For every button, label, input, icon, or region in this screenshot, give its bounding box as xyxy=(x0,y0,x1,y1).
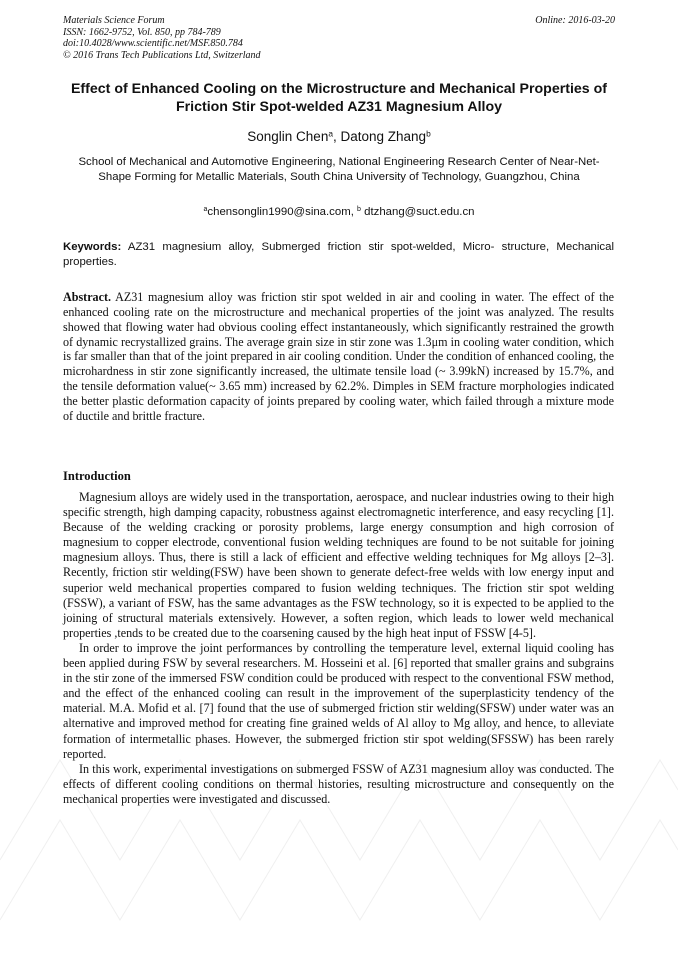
journal-doi: doi:10.4028/www.scientific.net/MSF.850.784 xyxy=(63,38,243,49)
email-address: chensonglin1990@sina.com, xyxy=(207,206,358,218)
email-mark: a xyxy=(203,206,208,214)
abstract-label: Abstract. xyxy=(63,290,112,304)
author-affil-mark: b xyxy=(426,128,431,139)
affiliation: School of Mechanical and Automotive Engineering, National Engineering Research Center of Near-Net-Shape Forming for Metallic Materials, South China University of Technology, Guangzhou, China xyxy=(78,156,600,183)
journal-issn: ISSN: 1662-9752, Vol. 850, pp 784-789 xyxy=(63,26,221,38)
paper-title: Effect of Enhanced Cooling on the Microstructure and Mechanical Properties of Friction Stir Spot-welded AZ31 Magnesium Alloy xyxy=(70,81,608,115)
paragraph: In this work, experimental investigations on submerged FSSW of AZ31 magnesium alloy was conducted. The effects of different cooling conditions on thermal histories, resulting microstructure and consequently on the mechanical properties were investigated and discussed. xyxy=(63,761,614,806)
abstract xyxy=(63,290,614,424)
author-affil-mark: a xyxy=(328,128,333,139)
journal-copyright: © 2016 Trans Tech Publications Ltd, Switzerland xyxy=(63,49,261,61)
author-separator: , xyxy=(332,129,341,144)
online-date: Online: 2016-03-20 xyxy=(535,15,615,26)
paragraph: In order to improve the joint performances by controlling the temperature level, external liquid cooling has been applied during FSW by several researchers. M. Hosseini et al. [6] reported that smaller grains and subgrains in the stir zone of the immersed FSW condition could be produced with respect to the conventional FSW method, and the effect of the enhanced cooling can result in the improvement of the superplasticity tendency of the material. M.A. Mofid et al. [7] found that the use of submerged friction stir welding(SFSW) under water was an alternative and improved method for creating fine grained welds of Al alloy to Mg alloy, and hence, to alleviate formation of intermetallic phases. However, the submerged friction stir spot welding(SFSSW) has been rarely reported. xyxy=(63,640,614,761)
author-name: Datong Zhang xyxy=(340,129,427,144)
keywords xyxy=(63,240,614,270)
paragraph: Magnesium alloys are widely used in the transportation, aerospace, and nuclear industries owing to their high specific strength, high damping capacity, robustness against electromagnetic interference, and easy recycling [1]. Because of the welding cracking or porosity problems, large energy consumption and high corrosion of magnesium to copper electrode, conventional fusion welding techniques are found to be not suitable for joining magnesium alloys. Thus, there is still a lack of efficient and effective welding techniques for Mg alloys [2–3]. Recently, friction stir welding(FSW) have been shown to generate defect-free welds with low energy input and superior weld mechanical properties compared to fusion welding techniques. The friction stir spot welding (FSSW), a variant of FSW, has the same advantages as the FSW technology, so it is expected to be applied to the joining of structural materials extensively. However, a soften region, which leads to lower weld mechanical properties ,tends to be created due to the coarsening caused by the high heat input of FSSW [4-5]. xyxy=(63,490,614,640)
abstract-text: AZ31 magnesium alloy was friction stir spot welded in air and cooling in water. The effect of the enhanced cooling rate on the microstructure and mechanical properties of the joint was analyzed. The results showed that flowing water had obvious cooling effect instantaneously, which significantly restrained the growth of dynamic recrystallized grains. The average grain size in stir zone was 1.3μm in cooling water condition, which is far smaller than that of the joint prepared in air cooling condition. Under the condition of enhanced cooling, the microhardness in stir zone significantly increased, the ultimate tensile load (~ 3.99kN) increased by 15.7%, and the tensile deformation value(~ 3.65 mm) increased by 62.2%. Dimples in SEM fracture morphologies indicated the better plastic deformation capacity of joints prepared by cooling water, which failed through a mixture mode of ductile and brittle fracture. xyxy=(63,290,614,423)
author-list xyxy=(0,129,678,144)
author-name: Songlin Chen xyxy=(247,129,329,144)
author-emails xyxy=(0,206,678,218)
journal-header xyxy=(63,15,261,61)
introduction-body xyxy=(63,490,614,807)
keywords-label: Keywords: xyxy=(63,241,122,253)
keywords-text: AZ31 magnesium alloy, Submerged friction stir spot-welded, Micro- structure, Mechanical properties. xyxy=(63,241,614,268)
journal-name: Materials Science Forum xyxy=(63,15,165,26)
email-mark: b xyxy=(357,206,361,214)
section-heading: Introduction xyxy=(63,469,131,483)
email-address: dtzhang@suct.edu.cn xyxy=(360,206,475,218)
